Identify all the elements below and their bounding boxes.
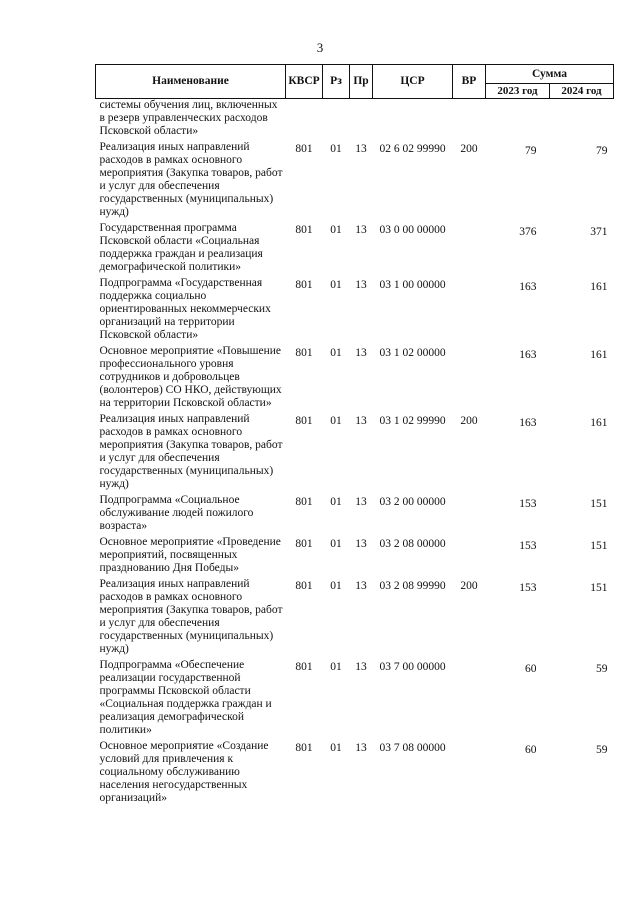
row-rz: 01 (330, 496, 342, 508)
table-header (96, 65, 614, 99)
row-sum-2024 (550, 99, 614, 142)
row-rz: 01 (330, 580, 342, 592)
header-2023: 2023 год (486, 84, 550, 99)
row-rz: 01 (330, 279, 342, 291)
row-sum-2024: 151 (590, 540, 608, 552)
row-kvsr: 801 (295, 143, 313, 155)
row-name: Подпрограмма «Государственная поддержка социально ориентированных некоммерческих организаций на территории Псковской области» (99, 277, 271, 341)
row-sum-2023: 163 (519, 281, 537, 293)
row-name: Подпрограмма «Обеспечение реализации государственной программы Псковской области «Социальная поддержка граждан и реализация демографической политики» (99, 659, 272, 736)
row-csr: 03 2 08 99990 (379, 580, 446, 592)
budget-table (95, 64, 614, 808)
row-vr: 200 (460, 580, 478, 592)
row-sum-2024: 79 (596, 145, 608, 157)
row-csr: 03 2 00 00000 (379, 496, 446, 508)
row-vr (453, 659, 486, 740)
row-kvsr: 801 (295, 347, 313, 359)
row-sum-2024: 59 (596, 744, 608, 756)
row-kvsr: 801 (295, 224, 313, 236)
row-pr: 13 (355, 538, 367, 550)
table-row (96, 494, 614, 536)
table-row (96, 536, 614, 578)
table-row (96, 277, 614, 345)
row-vr (453, 99, 486, 142)
row-sum-2023 (486, 99, 550, 142)
header-csr: ЦСР (373, 65, 453, 99)
row-sum-2023: 153 (519, 582, 537, 594)
row-pr: 13 (355, 143, 367, 155)
table-row (96, 222, 614, 277)
header-vr: ВР (453, 65, 486, 99)
row-pr: 13 (355, 496, 367, 508)
header-rz: Рз (323, 65, 350, 99)
row-name: Основное мероприятие «Создание условий для привлечения к социальному обслуживанию населения негосударственных организаций» (99, 740, 269, 804)
row-sum-2023: 153 (519, 540, 537, 552)
row-name: системы обучения лиц, включенных в резерв управленческих расходов Псковской области» (99, 99, 278, 137)
row-pr: 13 (355, 580, 367, 592)
header-2024: 2024 год (550, 84, 614, 99)
row-rz: 01 (330, 661, 342, 673)
row-rz: 01 (330, 224, 342, 236)
row-kvsr (286, 99, 323, 142)
row-kvsr: 801 (295, 415, 313, 427)
row-csr: 03 1 00 00000 (379, 279, 446, 291)
row-sum-2023: 376 (519, 226, 537, 238)
row-kvsr: 801 (295, 661, 313, 673)
row-sum-2024: 59 (596, 663, 608, 675)
row-rz: 01 (330, 347, 342, 359)
table-row (96, 99, 614, 142)
row-rz: 01 (330, 538, 342, 550)
row-sum-2023: 60 (525, 744, 537, 756)
row-name: Государственная программа Псковской области «Социальная поддержка граждан и реализация демографической политики» (99, 222, 263, 273)
header-name: Наименование (96, 65, 286, 99)
row-csr: 03 7 08 00000 (379, 742, 446, 754)
row-pr: 13 (355, 279, 367, 291)
row-name: Реализация иных направлений расходов в рамках основного мероприятия (Закупка товаров, работ и услуг для обеспечения государственных (муниципальных) нужд) (99, 141, 283, 218)
row-name: Основное мероприятие «Повышение профессионального уровня сотрудников и добровольцев (волонтеров) СО НКО, действующих на территории Псковской области» (99, 345, 282, 409)
row-kvsr: 801 (295, 279, 313, 291)
row-sum-2023: 163 (519, 417, 537, 429)
row-vr (453, 536, 486, 578)
row-vr (453, 740, 486, 808)
row-csr: 03 2 08 00000 (379, 538, 446, 550)
row-pr: 13 (355, 347, 367, 359)
table-row (96, 740, 614, 808)
row-kvsr: 801 (295, 496, 313, 508)
header-kvsr: КВСР (286, 65, 323, 99)
row-sum-2024: 151 (590, 498, 608, 510)
row-sum-2023: 163 (519, 349, 537, 361)
row-pr (350, 99, 373, 142)
row-pr: 13 (355, 224, 367, 236)
row-vr (453, 494, 486, 536)
row-kvsr: 801 (295, 742, 313, 754)
row-sum-2024: 151 (590, 582, 608, 594)
row-kvsr: 801 (295, 538, 313, 550)
row-rz (323, 99, 350, 142)
row-rz: 01 (330, 742, 342, 754)
table-body (96, 99, 614, 809)
row-rz: 01 (330, 415, 342, 427)
row-pr: 13 (355, 661, 367, 673)
row-csr: 02 6 02 99990 (379, 143, 446, 155)
row-kvsr: 801 (295, 580, 313, 592)
page-number: 3 (316, 40, 324, 55)
row-sum-2024: 161 (590, 417, 608, 429)
header-pr: Пр (350, 65, 373, 99)
row-sum-2024: 371 (590, 226, 608, 238)
header-sum: Сумма (486, 65, 614, 84)
row-csr: 03 0 00 00000 (379, 224, 446, 236)
row-pr: 13 (355, 415, 367, 427)
row-sum-2024: 161 (590, 349, 608, 361)
row-vr (453, 345, 486, 413)
row-name: Реализация иных направлений расходов в рамках основного мероприятия (Закупка товаров, работ и услуг для обеспечения государственных (муниципальных) нужд) (99, 413, 283, 490)
row-vr (453, 222, 486, 277)
row-vr: 200 (460, 415, 478, 427)
row-csr: 03 1 02 00000 (379, 347, 446, 359)
row-csr (373, 99, 453, 142)
row-name: Реализация иных направлений расходов в рамках основного мероприятия (Закупка товаров, работ и услуг для обеспечения государственных (муниципальных) нужд) (99, 578, 283, 655)
row-name: Подпрограмма «Социальное обслуживание людей пожилого возраста» (99, 494, 254, 532)
table-row (96, 659, 614, 740)
row-vr (453, 277, 486, 345)
row-sum-2023: 79 (525, 145, 537, 157)
row-name: Основное мероприятие «Проведение мероприятий, посвященных празднованию Дня Победы» (99, 536, 281, 574)
table-row (96, 141, 614, 222)
table-row (96, 413, 614, 494)
row-csr: 03 1 02 99990 (379, 415, 446, 427)
table-row (96, 345, 614, 413)
row-sum-2023: 60 (525, 663, 537, 675)
row-csr: 03 7 00 00000 (379, 661, 446, 673)
row-sum-2023: 153 (519, 498, 537, 510)
table-row (96, 578, 614, 659)
row-pr: 13 (355, 742, 367, 754)
row-sum-2024: 161 (590, 281, 608, 293)
row-rz: 01 (330, 143, 342, 155)
row-vr: 200 (460, 143, 478, 155)
